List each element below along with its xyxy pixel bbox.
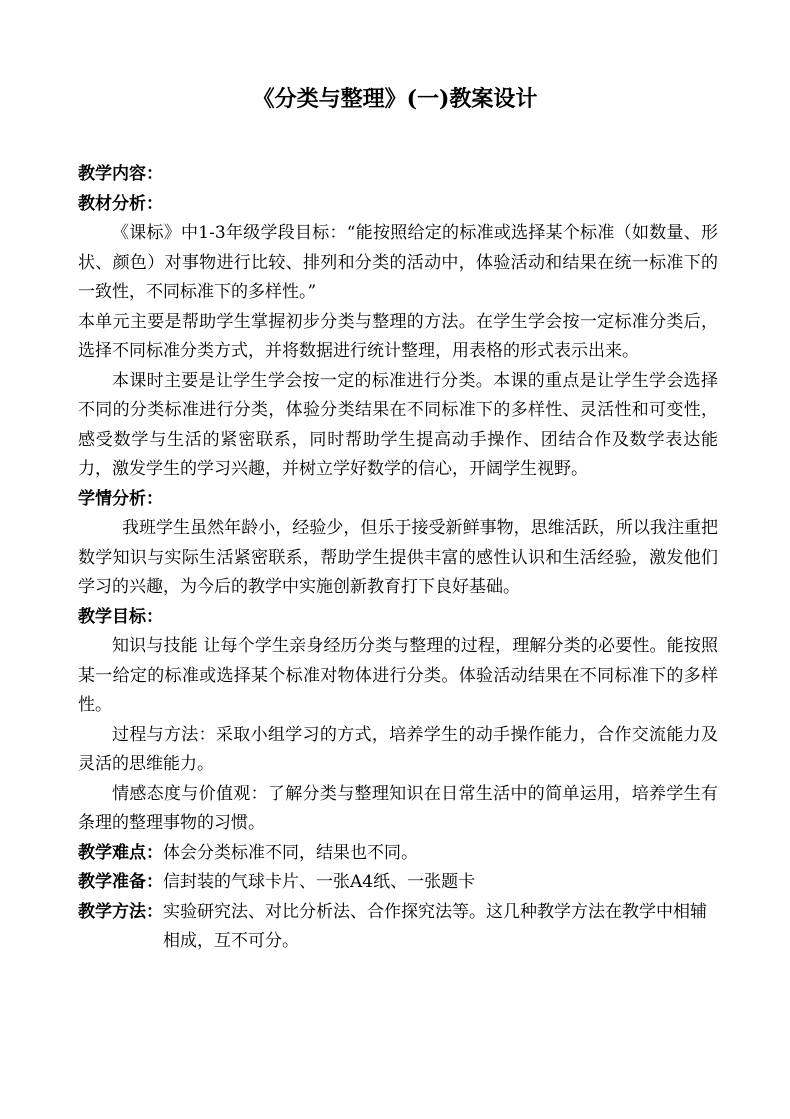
teaching-method-label: 教学方法：	[78, 901, 163, 922]
teaching-method-row	[78, 898, 718, 957]
teaching-preparation-label: 教学准备：	[78, 872, 163, 892]
teaching-goals-knowledge: 知识与技能 让每个学生亲身经历分类与整理的过程，理解分类的必要性。能按照某一给定的标准或选择某个标准对物体进行分类。体验活动结果在不同标准下的多样性。	[78, 636, 718, 715]
teaching-difficulty-text: 体会分类标准不同，结果也不同。	[163, 842, 418, 863]
teaching-preparation-text: 信封装的气球卡片、一张A4纸、一张题卡	[163, 872, 476, 892]
teaching-preparation-row	[78, 868, 718, 898]
teaching-difficulty-label: 教学难点：	[78, 842, 163, 863]
teaching-difficulty-row	[78, 839, 718, 869]
document-title: 《分类与整理》(一)教案设计	[252, 86, 538, 112]
document-body	[78, 160, 718, 957]
material-analysis-paragraph-1: 《课标》中1-3年级学段目标：“能按照给定的标准或选择某个标准（如数量、形状、颜色）对事物进行比较、排列和分类的活动中，体验活动和结果在统一标准下的一致性，不同标准下的多样性。”	[78, 223, 718, 302]
teaching-method-text: 实验研究法、对比分析法、合作探究法等。这几种教学方法在教学中相辅相成，互不可分。	[163, 901, 707, 951]
section-heading-teaching-goals: 教学目标：	[78, 606, 163, 627]
section-heading-teaching-content: 教学内容：	[78, 164, 163, 184]
teaching-goals-attitude: 情感态度与价值观：了解分类与整理知识在日常生活中的简单运用，培养学生有条理的整理事物的习惯。	[78, 783, 718, 833]
material-analysis-paragraph-3: 本课时主要是让学生学会按一定的标准进行分类。本课的重点是让学生学会选择不同的分类标准进行分类，体验分类结果在不同标准下的多样性、灵活性和可变性，感受数学与生活的紧密联系，同时帮助学生提高动手操作、团结合作及数学表达能力，激发学生的学习兴趣，并树立学好数学的信心，开阔学生视野。	[78, 370, 718, 479]
section-heading-student-analysis: 学情分析：	[78, 488, 163, 509]
teaching-goals-process: 过程与方法：采取小组学习的方式，培养学生的动手操作能力，合作交流能力及灵活的思维能力。	[78, 724, 718, 774]
material-analysis-paragraph-2: 本单元主要是帮助学生掌握初步分类与整理的方法。在学生学会按一定标准分类后，选择不同标准分类方式，并将数据进行统计整理，用表格的形式表示出来。	[78, 311, 718, 361]
section-heading-material-analysis: 教材分析：	[78, 193, 163, 214]
student-analysis-paragraph: 我班学生虽然年龄小，经验少，但乐于接受新鲜事物，思维活跃，所以我注重把数学知识与实际生活紧密联系，帮助学生提供丰富的感性认识和生活经验，激发他们学习的兴趣，为今后的教学中实施创新教育打下良好基础。	[78, 518, 718, 597]
